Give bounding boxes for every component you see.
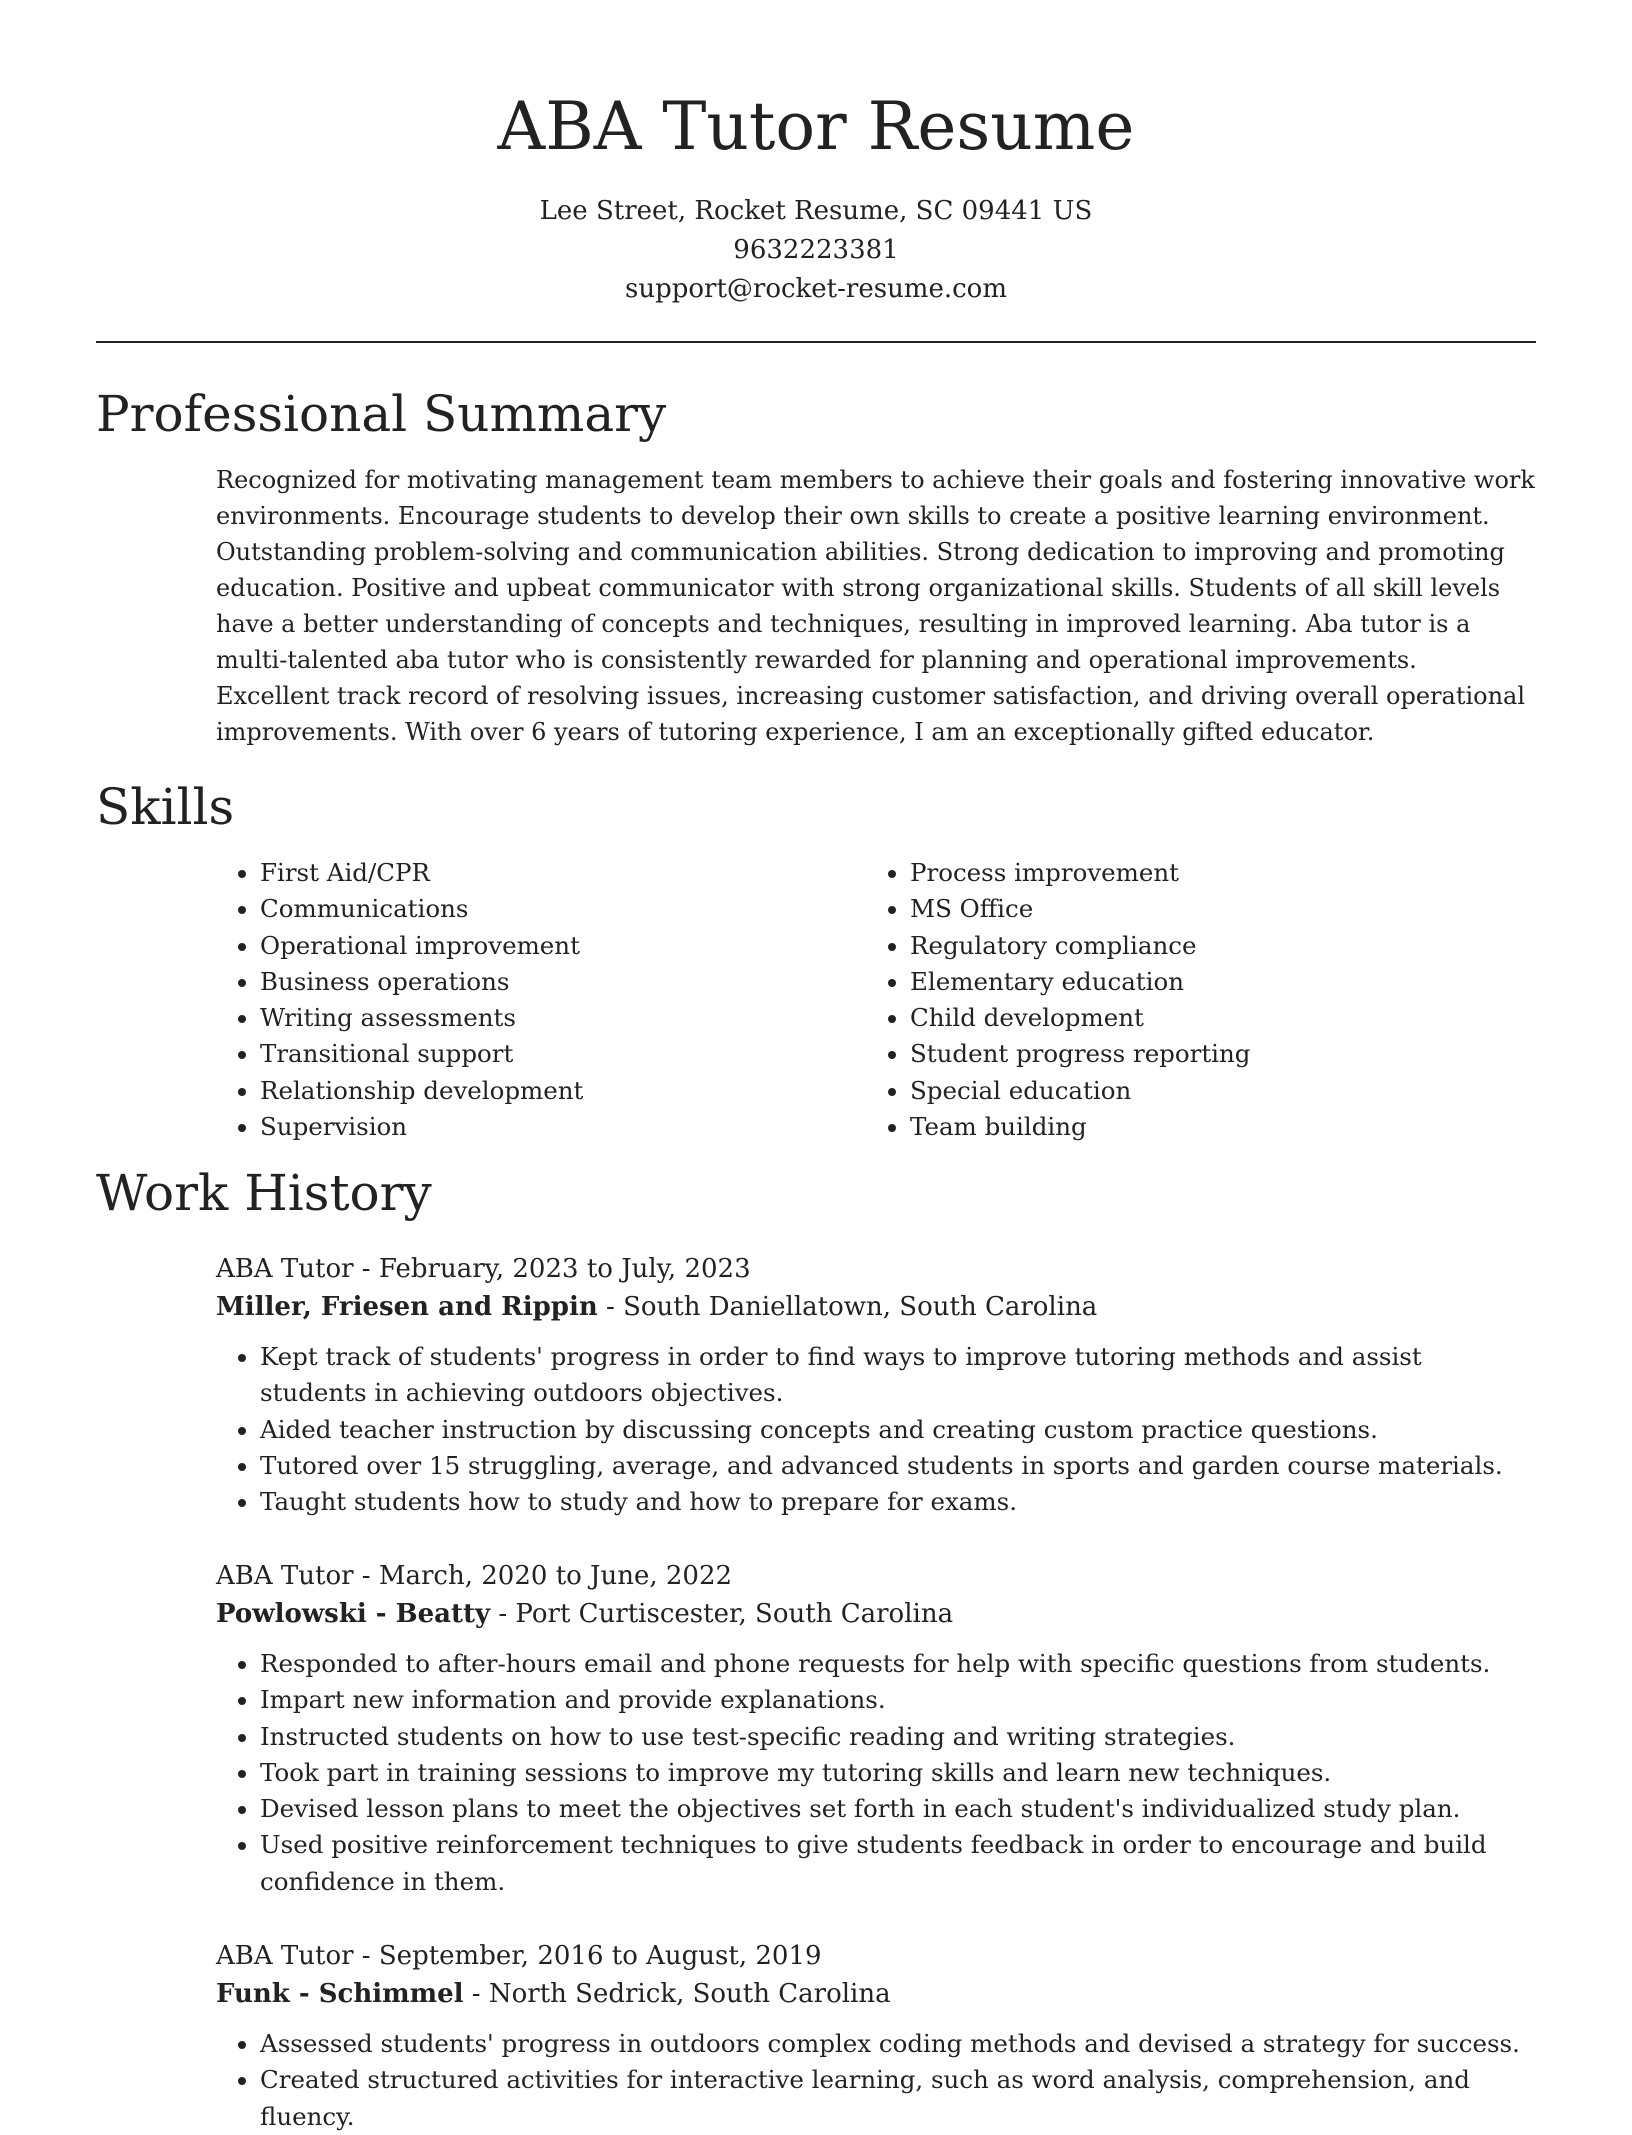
skill-item: • Transitional support xyxy=(260,1036,583,1072)
separator: - xyxy=(353,1561,379,1591)
job-company: Funk - Schimmel xyxy=(216,1979,464,2009)
skill-item: • Team building xyxy=(910,1109,1250,1145)
job-bullet: • Kept track of students' progress in order to find ways to improve tutoring methods and assist students in achieving outdoors objectives. xyxy=(260,1339,1536,1412)
skill-item: • Regulatory compliance xyxy=(910,928,1250,964)
separator: - xyxy=(353,1254,379,1284)
summary-heading: Professional Summary xyxy=(96,385,667,443)
skills-list-right xyxy=(866,855,1250,1145)
job-location: South Daniellatown, South Carolina xyxy=(623,1292,1098,1322)
skill-item: • Writing assessments xyxy=(260,1000,583,1036)
skills-heading: Skills xyxy=(96,778,235,836)
job-title: ABA Tutor xyxy=(216,1941,354,1971)
job-bullet: • Created structured activities for interactive learning, such as word analysis, comprehension, and fluency. xyxy=(260,2062,1536,2135)
job-entry xyxy=(216,1250,1536,1520)
job-title: ABA Tutor xyxy=(216,1561,354,1591)
job-title-line xyxy=(216,1250,1536,1288)
skill-item: • Child development xyxy=(910,1000,1250,1036)
contact-address: Lee Street, Rocket Resume, SC 09441 US xyxy=(539,196,1093,226)
work-history-heading: Work History xyxy=(96,1164,432,1222)
skill-item: • Relationship development xyxy=(260,1073,583,1109)
job-company: Miller, Friesen and Rippin xyxy=(216,1292,598,1322)
job-bullets xyxy=(216,1646,1536,1900)
skill-item: • Student progress reporting xyxy=(910,1036,1250,1072)
skill-item: • Operational improvement xyxy=(260,928,583,964)
skill-item: • Supervision xyxy=(260,1109,583,1145)
contact-phone: 9632223381 xyxy=(733,235,899,265)
header-divider xyxy=(96,341,1536,343)
skill-item: • Business operations xyxy=(260,964,583,1000)
job-entry xyxy=(216,1557,1536,1900)
job-bullet: • Impart new information and provide explanations. xyxy=(260,1682,1536,1718)
job-bullet: • Devised lesson plans to meet the objectives set forth in each student's individualized study plan. xyxy=(260,1791,1536,1827)
separator: - xyxy=(353,1941,379,1971)
job-location: North Sedrick, South Carolina xyxy=(488,1979,891,2009)
job-bullet: • Responded to after-hours email and phone requests for help with specific questions from students. xyxy=(260,1646,1536,1682)
job-bullet: • Tutored over 15 struggling, average, and advanced students in sports and garden course materials. xyxy=(260,1448,1536,1484)
job-bullet: • Instructed students on how to use test-specific reading and writing strategies. xyxy=(260,1719,1536,1755)
job-bullets xyxy=(216,2026,1536,2135)
job-dates: March, 2020 to June, 2022 xyxy=(378,1561,733,1591)
job-bullet: • Taught students how to study and how to prepare for exams. xyxy=(260,1484,1536,1520)
skill-item: • Special education xyxy=(910,1073,1250,1109)
job-bullet: • Assessed students' progress in outdoors complex coding methods and devised a strategy for success. xyxy=(260,2026,1536,2062)
separator: - xyxy=(597,1292,624,1322)
summary-text: Recognized for motivating management team members to achieve their goals and fostering innovative work environments. Encourage students to develop their own skills to create a positive learning environment. Outstanding problem-solving and communication abilities. Strong dedication to improving and promoting education. Positive and upbeat communicator with strong organizational skills. Students of all skill levels have a better understanding of concepts and techniques, resulting in improved learning. Aba tutor is a multi-talented aba tutor who is consistently rewarded for planning and operational improvements. Excellent track record of resolving issues, increasing customer satisfaction, and driving overall operational improvements. With over 6 years of tutoring experience, I am an exceptionally gifted educator. xyxy=(216,466,1535,746)
job-bullet: • Aided teacher instruction by discussing concepts and creating custom practice questions. xyxy=(260,1412,1536,1448)
job-bullet: • Used positive reinforcement techniques to give students feedback in order to encourage and build confidence in them. xyxy=(260,1827,1536,1900)
separator: - xyxy=(463,1979,489,2009)
job-title: ABA Tutor xyxy=(216,1254,354,1284)
contact-info xyxy=(0,192,1632,309)
job-company-line xyxy=(216,1595,1536,1633)
skill-item: • Process improvement xyxy=(910,855,1250,891)
job-company-line xyxy=(216,1975,1536,2013)
contact-email: support@rocket-resume.com xyxy=(624,274,1007,304)
job-dates: September, 2016 to August, 2019 xyxy=(378,1941,822,1971)
job-dates: February, 2023 to July, 2023 xyxy=(378,1254,751,1284)
skill-item: • First Aid/CPR xyxy=(260,855,583,891)
resume-title: ABA Tutor Resume xyxy=(497,88,1135,165)
job-title-line xyxy=(216,1557,1536,1595)
skill-item: • Elementary education xyxy=(910,964,1250,1000)
skill-item: • Communications xyxy=(260,891,583,927)
job-entry xyxy=(216,1937,1536,2135)
skill-item: • MS Office xyxy=(910,891,1250,927)
job-bullets xyxy=(216,1339,1536,1520)
job-title-line xyxy=(216,1937,1536,1975)
resume-header xyxy=(0,0,1632,309)
skills-list-left xyxy=(216,855,583,1145)
job-bullet: • Took part in training sessions to improve my tutoring skills and learn new techniques. xyxy=(260,1755,1536,1791)
job-company: Powlowski - Beatty xyxy=(216,1599,491,1629)
job-company-line xyxy=(216,1288,1536,1326)
job-location: Port Curtiscester, South Carolina xyxy=(515,1599,954,1629)
separator: - xyxy=(490,1599,516,1629)
